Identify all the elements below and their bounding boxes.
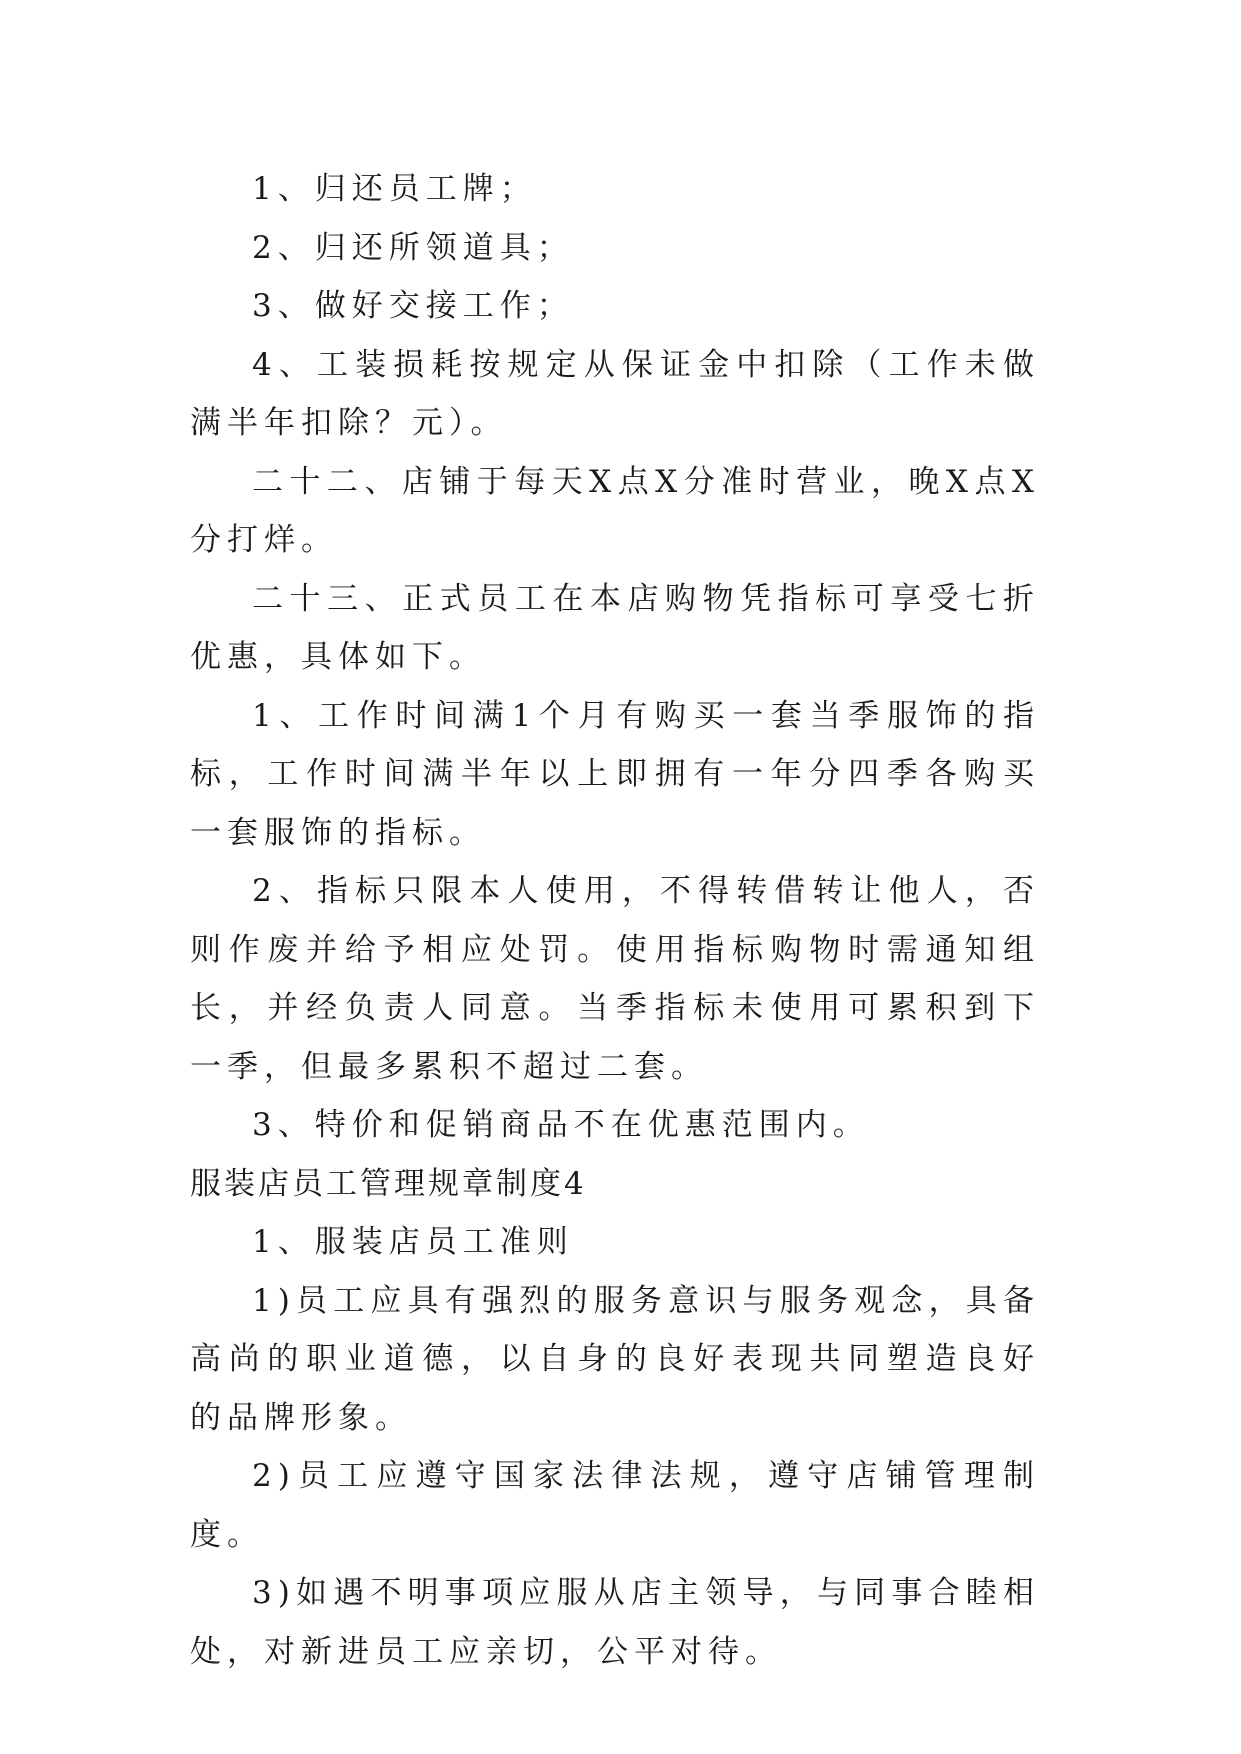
section-heading: 服装店员工管理规章制度4 <box>190 1165 587 1202</box>
list-item-discount-quota: 1、工作时间满1个月有购买一套当季服饰的指标，工作时间满半年以上即拥有一年分四季各购买一套服饰的指标。 <box>190 697 1040 851</box>
list-item-uniform-deduction: 4、工装损耗按规定从保证金中扣除（工作未做满半年扣除？元）。 <box>190 346 1040 441</box>
rule-item-obey-law: 2)员工应遵守国家法律法规，遵守店铺管理制度。 <box>190 1458 1040 1553</box>
clause-23-staff-discount: 二十三、正式员工在本店购物凭指标可享受七折优惠，具体如下。 <box>190 580 1040 675</box>
clause-22-business-hours: 二十二、店铺于每天X点X分准时营业，晚X点X分打烊。 <box>190 463 1040 558</box>
rule-item-service-awareness: 1)员工应具有强烈的服务意识与服务观念，具备高尚的职业道德，以自身的良好表现共同塑造良好的品牌形象。 <box>190 1282 1040 1436</box>
list-item-quota-usage: 2、指标只限本人使用，不得转借转让他人，否则作废并给予相应处罚。使用指标购物时需通知组长，并经负责人同意。当季指标未使用可累积到下一季，但最多累积不超过二套。 <box>190 873 1040 1085</box>
list-item-promo-exclusion: 3、特价和促销商品不在优惠范围内。 <box>252 1107 870 1143</box>
subsection-title: 1、服装店员工准则 <box>252 1224 574 1260</box>
list-item-return-badge: 1、归还员工牌； <box>252 171 537 207</box>
rule-item-colleague-relations: 3)如遇不明事项应服从店主领导，与同事合睦相处，对新进员工应亲切，公平对待。 <box>190 1575 1040 1670</box>
document-body <box>190 160 1040 1681</box>
list-item-return-props: 2、归还所领道具； <box>252 229 574 266</box>
list-item-handover: 3、做好交接工作； <box>252 288 574 324</box>
